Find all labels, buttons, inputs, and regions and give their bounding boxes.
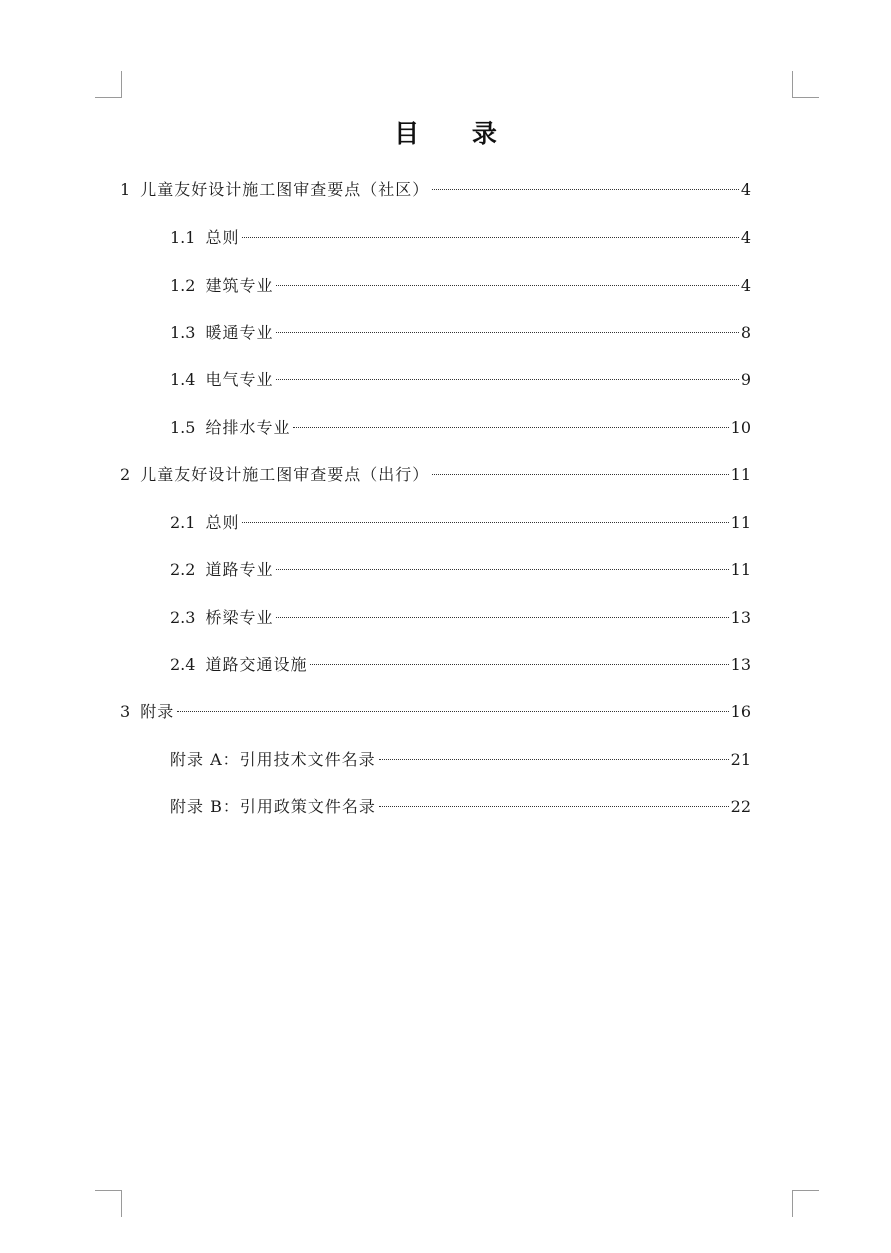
toc-dot-leader: [276, 285, 738, 286]
toc-entry-page: 11: [730, 513, 751, 532]
toc-dot-leader: [276, 569, 728, 570]
toc-entry-number: 1: [120, 180, 131, 199]
toc-entry-page: 4: [740, 228, 751, 247]
toc-entry-page: 21: [730, 750, 751, 769]
toc-entry[interactable]: [170, 606, 751, 630]
toc-entry[interactable]: [170, 368, 751, 392]
toc-entry-title: 附录: [140, 702, 175, 721]
toc-entry-title: 道路专业: [205, 560, 274, 579]
toc-entry-title: 道路交通设施: [205, 655, 308, 674]
toc-dot-leader: [432, 474, 728, 475]
toc-entry-title: 给排水专业: [205, 418, 291, 437]
toc-dot-leader: [276, 379, 738, 380]
toc-entry-page: 4: [740, 180, 751, 199]
toc-entry-title: 儿童友好设计施工图审查要点（社区）: [140, 180, 430, 199]
toc-entry-number: 1.3: [170, 323, 196, 342]
toc-entry[interactable]: [120, 178, 751, 202]
toc-entry-number: 3: [120, 702, 131, 721]
toc-entry-number: 1.1: [170, 228, 196, 247]
toc-entry-page: 9: [740, 370, 751, 389]
toc-dot-leader: [293, 427, 728, 428]
toc-dot-leader: [432, 189, 739, 190]
toc-entry-number: 2.4: [170, 655, 196, 674]
toc-dot-leader: [276, 617, 728, 618]
toc-entry-title: 建筑专业: [205, 276, 274, 295]
toc-entry-title: 总则: [205, 228, 240, 247]
toc-entry-title: 总则: [205, 513, 240, 532]
toc-entry[interactable]: [170, 511, 751, 535]
toc-entry-title: 电气专业: [205, 370, 274, 389]
toc-entry-page: 8: [740, 323, 751, 342]
toc-entry[interactable]: [170, 795, 751, 819]
toc-entry-title: 暖通专业: [205, 323, 274, 342]
toc-entry-page: 4: [740, 276, 751, 295]
toc-entry-page: 16: [730, 702, 751, 721]
toc-entry[interactable]: [170, 226, 751, 250]
toc-dot-leader: [242, 522, 728, 523]
toc-dot-leader: [379, 806, 729, 807]
toc-entry-number: 1.2: [170, 276, 196, 295]
toc-entry[interactable]: [170, 274, 751, 298]
toc-entry-title: 附录 B：引用政策文件名录: [170, 797, 376, 816]
toc-entry[interactable]: [170, 653, 751, 677]
toc-entry[interactable]: [120, 700, 751, 724]
toc-entry-title: 桥梁专业: [205, 608, 274, 627]
toc-entry[interactable]: [170, 748, 751, 772]
toc-entry[interactable]: [170, 321, 751, 345]
toc-dot-leader: [276, 332, 738, 333]
toc-entry[interactable]: [170, 416, 751, 440]
page-title: 目 录: [394, 119, 519, 148]
toc-entry-number: 1.5: [170, 418, 196, 437]
toc-entry-number: 2: [120, 465, 131, 484]
toc-dot-leader: [242, 237, 738, 238]
toc-entry-page: 13: [730, 655, 751, 674]
toc-entry-number: 2.2: [170, 560, 196, 579]
toc-entry-page: 13: [730, 608, 751, 627]
toc-entry-number: 1.4: [170, 370, 196, 389]
toc-dot-leader: [379, 759, 729, 760]
toc-entry-title: 附录 A：引用技术文件名录: [170, 750, 376, 769]
toc-entry[interactable]: [120, 463, 751, 487]
toc-dot-leader: [177, 711, 728, 712]
toc-entry-page: 10: [730, 418, 751, 437]
toc-entry-title: 儿童友好设计施工图审查要点（出行）: [140, 465, 430, 484]
toc-entry[interactable]: [170, 558, 751, 582]
toc-dot-leader: [310, 664, 728, 665]
toc-entry-page: 11: [730, 465, 751, 484]
toc-entry-number: 2.1: [170, 513, 196, 532]
toc-entry-page: 11: [730, 560, 751, 579]
toc-entry-page: 22: [730, 797, 751, 816]
toc-entry-number: 2.3: [170, 608, 196, 627]
